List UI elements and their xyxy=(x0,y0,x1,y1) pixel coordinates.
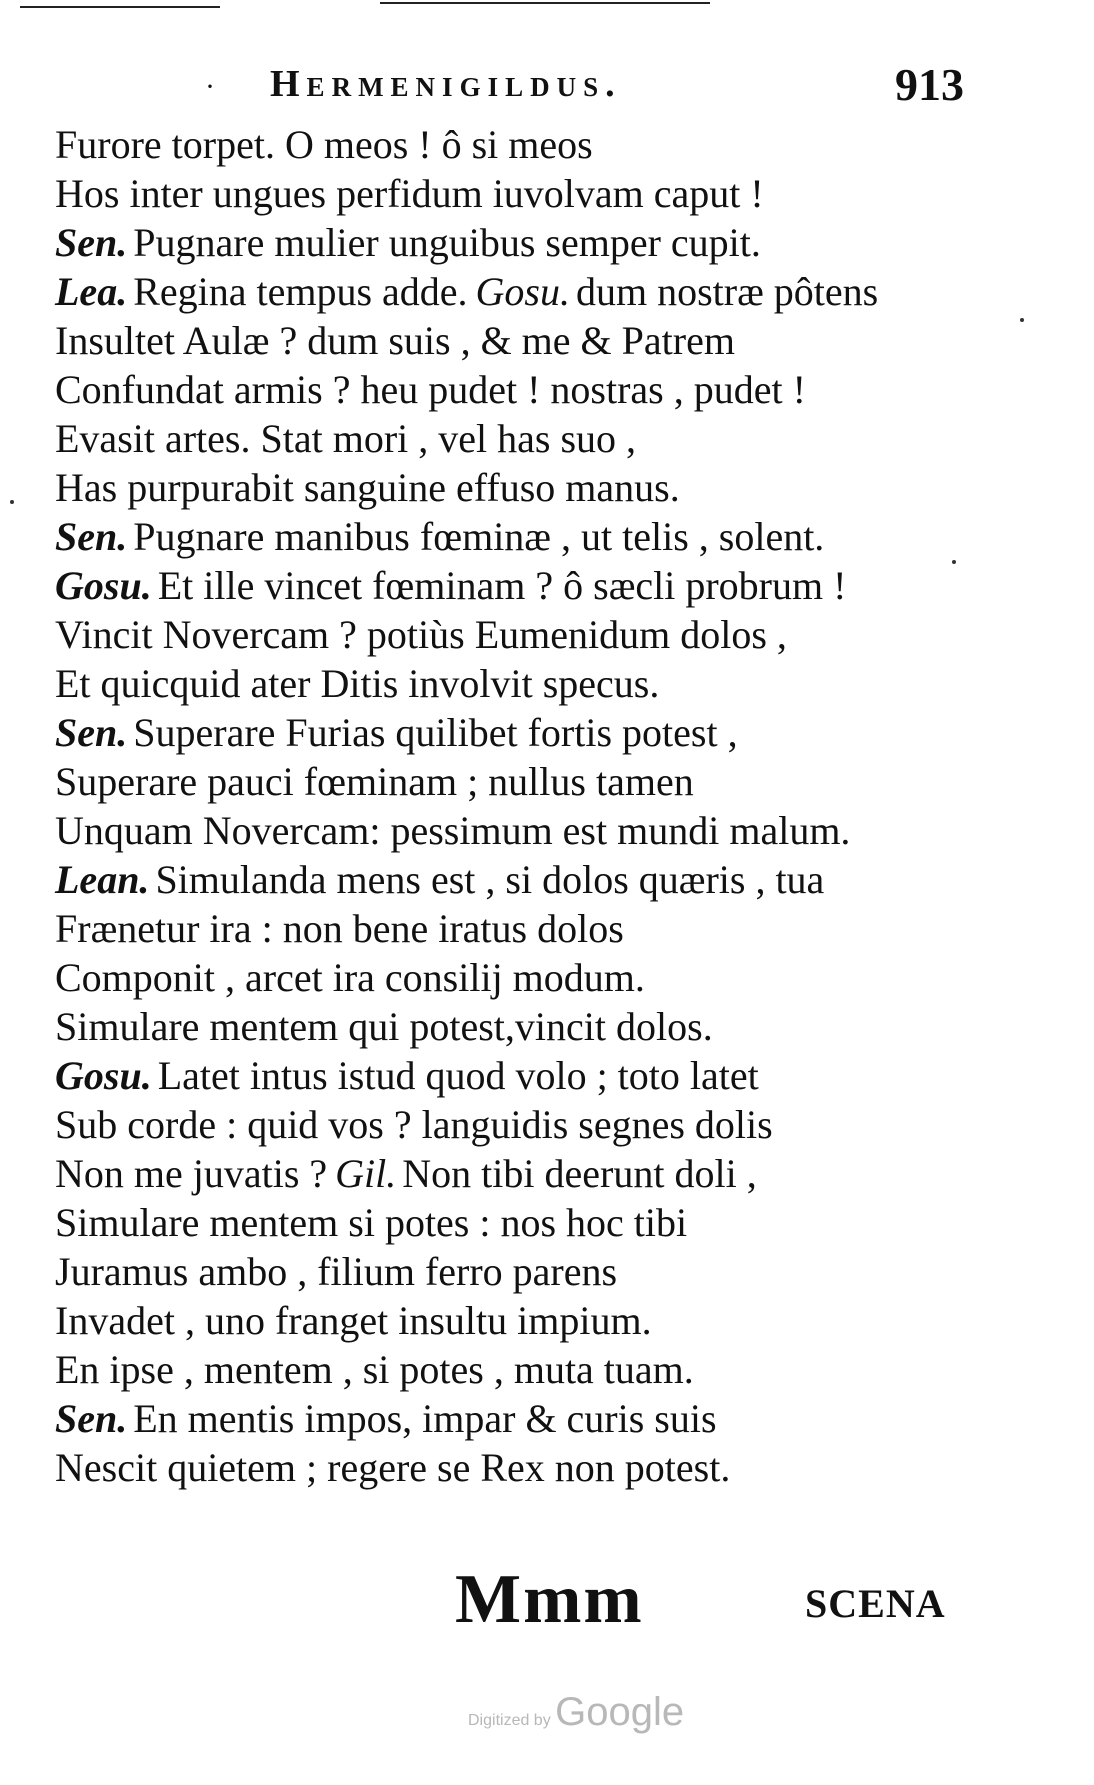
verse-line xyxy=(55,1345,1035,1394)
verse-line xyxy=(55,169,1035,218)
verse-text: Unquam Novercam: pessimum est mundi malum. xyxy=(55,808,851,853)
verse-text: Hos inter ungues perfidum iuvolvam caput ! xyxy=(55,171,764,216)
verse-text: Frænetur ira : non bene iratus dolos xyxy=(55,906,624,951)
verse-text: Superare pauci fœminam ; nullus tamen xyxy=(55,759,694,804)
verse-line xyxy=(55,659,1035,708)
verse-block xyxy=(55,120,1035,1492)
verse-line xyxy=(55,1149,1035,1198)
verse-text: Non tibi deerunt doli , xyxy=(402,1151,757,1196)
verse-text: Furore torpet. O meos ! ô si meos xyxy=(55,122,593,167)
verse-text: Pugnare manibus fœminæ , ut telis , solent. xyxy=(133,514,825,559)
speaker-label: Sen. xyxy=(55,1396,128,1441)
decorative-dot: · xyxy=(205,70,215,103)
verse-text: Componit , arcet ira consilij modum. xyxy=(55,955,645,1000)
verse-line xyxy=(55,1247,1035,1296)
verse-text: Superare Furias quilibet fortis potest , xyxy=(133,710,738,755)
verse-text: Pugnare mulier unguibus semper cupit. xyxy=(133,220,761,265)
ink-speck xyxy=(952,560,956,564)
verse-text: Et ille vincet fœminam ? ô sæcli probrum ! xyxy=(157,563,847,608)
digitization-watermark xyxy=(468,1690,684,1735)
verse-text: En mentis impos, impar & curis suis xyxy=(133,1396,717,1441)
speaker-label: Lean. xyxy=(55,857,150,902)
verse-line xyxy=(55,1394,1035,1443)
verse-text: Insultet Aulæ ? dum suis , & me & Patrem xyxy=(55,318,735,363)
verse-line xyxy=(55,512,1035,561)
verse-line xyxy=(55,806,1035,855)
verse-line xyxy=(55,316,1035,365)
page-top-rule xyxy=(20,6,220,8)
speaker-label: Sen. xyxy=(55,220,128,265)
verse-line xyxy=(55,463,1035,512)
verse-text: Confundat armis ? heu pudet ! nostras , pudet ! xyxy=(55,367,806,412)
verse-text: Simulanda mens est , si dolos quæris , tua xyxy=(155,857,825,902)
speaker-label: Lea. xyxy=(55,269,128,314)
speaker-label: Sen. xyxy=(55,710,128,755)
verse-line xyxy=(55,1198,1035,1247)
watermark-brand: Google xyxy=(555,1690,685,1734)
verse-text: Latet intus istud quod volo ; toto latet xyxy=(157,1053,759,1098)
ink-speck xyxy=(10,500,14,504)
watermark-prefix: Digitized by xyxy=(468,1712,551,1729)
speaker-label: Gosu. xyxy=(55,1053,152,1098)
page-number: 913 xyxy=(895,59,964,110)
verse-line xyxy=(55,414,1035,463)
verse-text: Regina tempus adde. xyxy=(133,269,468,314)
verse-text: Juramus ambo , filium ferro parens xyxy=(55,1249,618,1294)
verse-text: Has purpurabit sanguine effuso manus. xyxy=(55,465,680,510)
verse-line xyxy=(55,1296,1035,1345)
verse-line xyxy=(55,708,1035,757)
ink-speck xyxy=(1020,318,1024,322)
verse-line xyxy=(55,120,1035,169)
speaker-label: Sen. xyxy=(55,514,128,559)
verse-line xyxy=(55,855,1035,904)
signature-mark: Mmm xyxy=(455,1561,644,1638)
verse-line xyxy=(55,1051,1035,1100)
verse-line xyxy=(55,1100,1035,1149)
page-top-rule xyxy=(380,2,710,4)
verse-text: Invadet , uno franget insultu impium. xyxy=(55,1298,652,1343)
running-title: Hermenigildus. xyxy=(270,63,622,105)
verse-line xyxy=(55,904,1035,953)
verse-text: Et quicquid ater Ditis involvit specus. xyxy=(55,661,660,706)
verse-line xyxy=(55,953,1035,1002)
verse-line xyxy=(55,1002,1035,1051)
verse-text: Non me juvatis ? xyxy=(55,1151,328,1196)
verse-line xyxy=(55,267,1035,316)
verse-text: Simulare mentem si potes : nos hoc tibi xyxy=(55,1200,688,1245)
speaker-label: Gosu. xyxy=(55,563,152,608)
verse-line xyxy=(55,561,1035,610)
verse-text: Sub corde : quid vos ? languidis segnes dolis xyxy=(55,1102,773,1147)
verse-text: Vincit Novercam ? potiùs Eumenidum dolos , xyxy=(55,612,787,657)
verse-line xyxy=(55,365,1035,414)
verse-line xyxy=(55,1443,1035,1492)
speaker-label: Gosu. xyxy=(475,269,570,314)
page-header xyxy=(0,58,1094,118)
verse-text: Evasit artes. Stat mori , vel has suo , xyxy=(55,416,637,461)
catchword: SCENA xyxy=(805,1581,946,1626)
verse-line xyxy=(55,757,1035,806)
verse-text: Simulare mentem qui potest,vincit dolos. xyxy=(55,1004,713,1049)
verse-line xyxy=(55,610,1035,659)
speaker-label: Gil. xyxy=(335,1151,397,1196)
verse-text: En ipse , mentem , si potes , muta tuam. xyxy=(55,1347,694,1392)
verse-text: Nescit quietem ; regere se Rex non potest. xyxy=(55,1445,731,1490)
verse-line xyxy=(55,218,1035,267)
verse-text: dum nostræ pôtens xyxy=(576,269,879,314)
